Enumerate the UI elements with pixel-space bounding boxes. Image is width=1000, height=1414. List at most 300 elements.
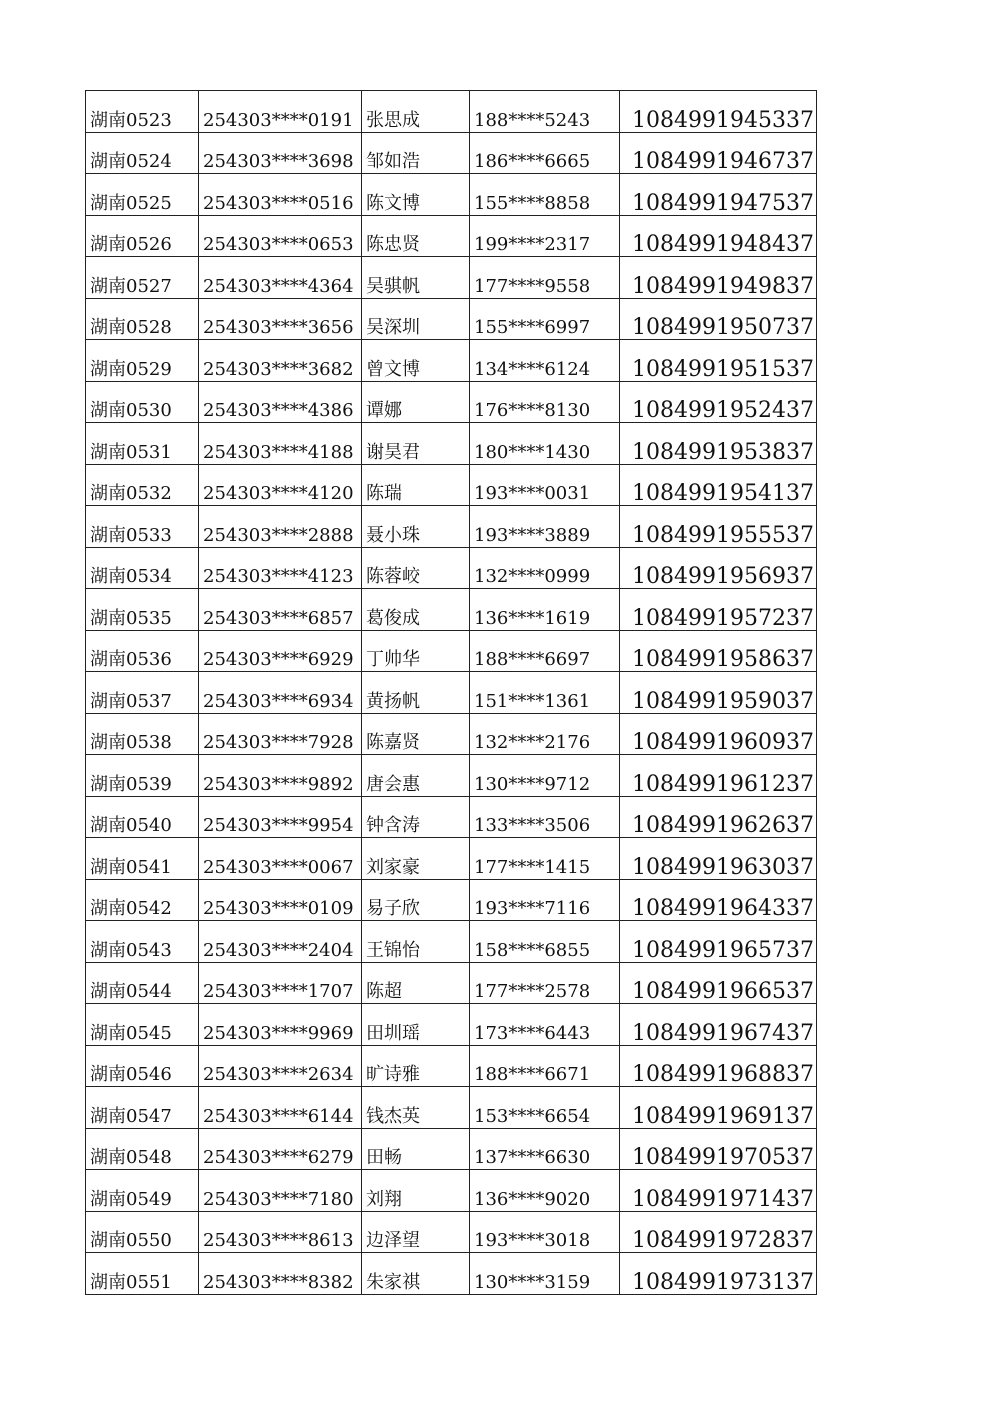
table-row <box>86 547 817 589</box>
id-number-cell <box>199 174 362 216</box>
phone-cell <box>470 257 620 299</box>
tracking-number-text: 1084991945337 <box>632 107 814 132</box>
region-code-cell <box>86 506 199 548</box>
phone-text: 158****6855 <box>474 939 591 961</box>
region-code-cell <box>86 423 199 465</box>
id-number-text: 254303****6929 <box>203 649 354 670</box>
region-code-cell <box>86 755 199 797</box>
tracking-number-text: 1084991971437 <box>632 1186 814 1211</box>
region-code-text: 湖南0537 <box>90 690 172 712</box>
id-number-text: 254303****3656 <box>203 317 354 338</box>
region-code-cell <box>86 132 199 174</box>
name-text: 黄扬帆 <box>366 690 420 712</box>
phone-text: 151****1361 <box>474 690 591 712</box>
tracking-number-text: 1084991950737 <box>632 315 814 340</box>
region-code-text: 湖南0549 <box>90 1188 172 1210</box>
tracking-number-text: 1084991954137 <box>632 481 814 506</box>
tracking-number-text: 1084991961237 <box>632 771 814 796</box>
tracking-number-cell <box>620 589 817 631</box>
tracking-number-text: 1084991952437 <box>632 398 814 423</box>
region-code-text: 湖南0547 <box>90 1105 172 1127</box>
phone-text: 136****9020 <box>474 1188 591 1210</box>
region-code-cell <box>86 1211 199 1253</box>
id-number-text: 254303****9969 <box>203 1022 354 1044</box>
id-number-cell <box>199 1211 362 1253</box>
name-text: 旷诗雅 <box>366 1064 420 1085</box>
id-number-cell <box>199 340 362 382</box>
phone-cell <box>470 464 620 506</box>
id-number-cell <box>199 755 362 797</box>
region-code-cell <box>86 713 199 755</box>
name-text: 陈超 <box>366 981 402 1002</box>
tracking-number-text: 1084991964337 <box>632 896 814 921</box>
region-code-text: 湖南0532 <box>90 483 172 504</box>
id-number-cell <box>199 381 362 423</box>
region-code-cell <box>86 589 199 631</box>
id-number-cell <box>199 1170 362 1212</box>
id-number-cell <box>199 1087 362 1129</box>
region-code-text: 湖南0530 <box>90 400 172 421</box>
table-row <box>86 755 817 797</box>
name-text: 田畅 <box>366 1147 402 1168</box>
tracking-number-cell <box>620 423 817 465</box>
name-text: 边泽望 <box>366 1230 420 1251</box>
region-code-text: 湖南0551 <box>90 1271 172 1293</box>
tracking-number-cell <box>620 630 817 672</box>
id-number-cell <box>199 423 362 465</box>
table-row <box>86 257 817 299</box>
id-number-text: 254303****3698 <box>203 151 354 172</box>
phone-cell <box>470 1004 620 1046</box>
tracking-number-text: 1084991970537 <box>632 1145 814 1170</box>
id-number-cell <box>199 257 362 299</box>
id-number-cell <box>199 1004 362 1046</box>
name-cell <box>362 257 470 299</box>
id-number-text: 254303****0653 <box>203 234 354 255</box>
tracking-number-text: 1084991965737 <box>632 937 814 962</box>
table-row <box>86 589 817 631</box>
id-number-cell <box>199 91 362 133</box>
region-code-text: 湖南0533 <box>90 524 172 546</box>
phone-cell <box>470 298 620 340</box>
id-number-text: 254303****9954 <box>203 815 354 836</box>
table-row <box>86 1087 817 1129</box>
phone-cell <box>470 423 620 465</box>
phone-text: 155****6997 <box>474 317 591 338</box>
region-code-cell <box>86 1128 199 1170</box>
id-number-cell <box>199 962 362 1004</box>
tracking-number-text: 1084991968837 <box>632 1062 814 1087</box>
name-text: 刘翔 <box>366 1188 402 1210</box>
region-code-text: 湖南0543 <box>90 939 172 961</box>
region-code-cell <box>86 796 199 838</box>
phone-text: 188****6671 <box>474 1064 591 1085</box>
phone-text: 132****2176 <box>474 732 591 753</box>
tracking-number-cell <box>620 174 817 216</box>
phone-cell <box>470 132 620 174</box>
region-code-text: 湖南0524 <box>90 151 172 172</box>
phone-text: 193****3018 <box>474 1230 591 1251</box>
name-text: 唐会惠 <box>366 773 420 795</box>
phone-cell <box>470 589 620 631</box>
table-row <box>86 672 817 714</box>
id-number-cell <box>199 796 362 838</box>
table-row <box>86 506 817 548</box>
tracking-number-cell <box>620 340 817 382</box>
id-number-cell <box>199 630 362 672</box>
region-code-text: 湖南0527 <box>90 275 172 297</box>
tracking-number-cell <box>620 547 817 589</box>
region-code-cell <box>86 91 199 133</box>
region-code-text: 湖南0529 <box>90 358 172 380</box>
id-number-cell <box>199 1253 362 1295</box>
region-code-cell <box>86 381 199 423</box>
id-number-cell <box>199 879 362 921</box>
name-text: 张思成 <box>366 109 420 131</box>
id-number-text: 254303****7180 <box>203 1188 354 1210</box>
id-number-cell <box>199 464 362 506</box>
name-cell <box>362 1045 470 1087</box>
region-code-cell <box>86 340 199 382</box>
region-code-cell <box>86 1087 199 1129</box>
name-cell <box>362 298 470 340</box>
region-code-cell <box>86 464 199 506</box>
table-row <box>86 1004 817 1046</box>
phone-text: 130****9712 <box>474 773 591 795</box>
id-number-cell <box>199 547 362 589</box>
region-code-text: 湖南0525 <box>90 192 172 214</box>
name-text: 邹如浩 <box>366 151 420 172</box>
name-cell <box>362 464 470 506</box>
region-code-text: 湖南0541 <box>90 856 172 878</box>
name-text: 陈瑞 <box>366 483 402 504</box>
region-code-text: 湖南0546 <box>90 1064 172 1085</box>
id-number-text: 254303****1707 <box>203 981 354 1002</box>
tracking-number-cell <box>620 1211 817 1253</box>
phone-text: 130****3159 <box>474 1271 591 1293</box>
phone-text: 136****1619 <box>474 607 591 629</box>
region-code-text: 湖南0538 <box>90 732 172 753</box>
name-cell <box>362 1128 470 1170</box>
phone-cell <box>470 713 620 755</box>
id-number-cell <box>199 1045 362 1087</box>
name-cell <box>362 755 470 797</box>
phone-text: 176****8130 <box>474 400 591 421</box>
phone-cell <box>470 215 620 257</box>
phone-cell <box>470 1170 620 1212</box>
region-code-cell <box>86 921 199 963</box>
tracking-number-text: 1084991948437 <box>632 232 814 257</box>
region-code-cell <box>86 257 199 299</box>
region-code-text: 湖南0531 <box>90 441 172 463</box>
phone-text: 193****7116 <box>474 898 591 919</box>
tracking-number-cell <box>620 713 817 755</box>
name-text: 陈文博 <box>366 192 420 214</box>
tracking-number-text: 1084991960937 <box>632 730 814 755</box>
tracking-number-cell <box>620 464 817 506</box>
region-code-cell <box>86 1004 199 1046</box>
tracking-number-text: 1084991963037 <box>632 854 814 879</box>
id-number-cell <box>199 298 362 340</box>
id-number-cell <box>199 672 362 714</box>
table-body <box>86 91 817 1295</box>
id-number-text: 254303****8613 <box>203 1230 354 1251</box>
region-code-cell <box>86 962 199 1004</box>
name-cell <box>362 423 470 465</box>
phone-text: 199****2317 <box>474 234 591 255</box>
tracking-number-text: 1084991947537 <box>632 190 814 215</box>
tracking-number-text: 1084991973137 <box>632 1269 814 1294</box>
region-code-text: 湖南0548 <box>90 1147 172 1168</box>
id-number-text: 254303****2404 <box>203 939 354 961</box>
name-text: 吴骐帆 <box>366 275 420 297</box>
table-row <box>86 464 817 506</box>
name-cell <box>362 838 470 880</box>
name-text: 田圳瑶 <box>366 1022 420 1044</box>
name-cell <box>362 713 470 755</box>
phone-cell <box>470 174 620 216</box>
data-table <box>85 90 817 1295</box>
phone-cell <box>470 921 620 963</box>
phone-cell <box>470 755 620 797</box>
name-cell <box>362 215 470 257</box>
name-cell <box>362 506 470 548</box>
id-number-text: 254303****4386 <box>203 400 354 421</box>
name-cell <box>362 879 470 921</box>
region-code-text: 湖南0535 <box>90 607 172 629</box>
phone-cell <box>470 91 620 133</box>
table-row <box>86 1045 817 1087</box>
tracking-number-cell <box>620 257 817 299</box>
tracking-number-cell <box>620 796 817 838</box>
region-code-text: 湖南0536 <box>90 649 172 670</box>
tracking-number-cell <box>620 132 817 174</box>
phone-text: 173****6443 <box>474 1022 591 1044</box>
id-number-text: 254303****2888 <box>203 524 354 546</box>
id-number-cell <box>199 589 362 631</box>
name-text: 陈蓉峧 <box>366 566 420 587</box>
id-number-text: 254303****9892 <box>203 773 354 795</box>
tracking-number-text: 1084991967437 <box>632 1020 814 1045</box>
tracking-number-text: 1084991962637 <box>632 813 814 838</box>
tracking-number-cell <box>620 298 817 340</box>
name-text: 陈忠贤 <box>366 234 420 255</box>
phone-cell <box>470 1253 620 1295</box>
region-code-cell <box>86 1170 199 1212</box>
id-number-text: 254303****3682 <box>203 358 354 380</box>
name-text: 聂小珠 <box>366 524 420 546</box>
tracking-number-text: 1084991956937 <box>632 564 814 589</box>
name-text: 谢昊君 <box>366 441 420 463</box>
phone-text: 177****2578 <box>474 981 591 1002</box>
id-number-text: 254303****0109 <box>203 898 354 919</box>
table-row <box>86 879 817 921</box>
name-text: 曾文博 <box>366 358 420 380</box>
region-code-cell <box>86 879 199 921</box>
tracking-number-cell <box>620 1170 817 1212</box>
name-cell <box>362 340 470 382</box>
table-row <box>86 1211 817 1253</box>
tracking-number-text: 1084991966537 <box>632 979 814 1004</box>
name-cell <box>362 381 470 423</box>
region-code-text: 湖南0542 <box>90 898 172 919</box>
tracking-number-cell <box>620 506 817 548</box>
name-text: 陈嘉贤 <box>366 732 420 753</box>
region-code-text: 湖南0523 <box>90 109 172 131</box>
id-number-cell <box>199 713 362 755</box>
tracking-number-text: 1084991949837 <box>632 273 814 298</box>
region-code-text: 湖南0545 <box>90 1022 172 1044</box>
id-number-text: 254303****0516 <box>203 192 354 214</box>
tracking-number-cell <box>620 755 817 797</box>
name-cell <box>362 1211 470 1253</box>
table-row <box>86 91 817 133</box>
table-row <box>86 423 817 465</box>
phone-cell <box>470 1045 620 1087</box>
region-code-cell <box>86 1045 199 1087</box>
phone-text: 188****6697 <box>474 649 591 670</box>
phone-text: 186****6665 <box>474 151 591 172</box>
id-number-text: 254303****6279 <box>203 1147 354 1168</box>
tracking-number-text: 1084991958637 <box>632 647 814 672</box>
id-number-cell <box>199 921 362 963</box>
name-cell <box>362 547 470 589</box>
name-cell <box>362 91 470 133</box>
table-row <box>86 921 817 963</box>
tracking-number-text: 1084991946737 <box>632 149 814 174</box>
phone-cell <box>470 506 620 548</box>
tracking-number-cell <box>620 921 817 963</box>
phone-cell <box>470 796 620 838</box>
tracking-number-text: 1084991959037 <box>632 688 814 713</box>
id-number-text: 254303****0191 <box>203 109 354 131</box>
tracking-number-cell <box>620 1087 817 1129</box>
region-code-cell <box>86 630 199 672</box>
name-cell <box>362 630 470 672</box>
phone-cell <box>470 672 620 714</box>
name-cell <box>362 1253 470 1295</box>
id-number-text: 254303****2634 <box>203 1064 354 1085</box>
name-text: 葛俊成 <box>366 607 420 629</box>
table-row <box>86 1128 817 1170</box>
name-text: 刘家豪 <box>366 856 420 878</box>
tracking-number-cell <box>620 1128 817 1170</box>
name-cell <box>362 921 470 963</box>
region-code-cell <box>86 547 199 589</box>
id-number-text: 254303****7928 <box>203 732 354 753</box>
table-row <box>86 174 817 216</box>
name-text: 钟含涛 <box>366 815 420 836</box>
phone-cell <box>470 381 620 423</box>
phone-text: 177****1415 <box>474 856 591 878</box>
phone-text: 193****0031 <box>474 483 591 504</box>
name-cell <box>362 589 470 631</box>
id-number-text: 254303****0067 <box>203 856 354 878</box>
name-text: 谭娜 <box>366 400 402 421</box>
id-number-text: 254303****4188 <box>203 441 354 463</box>
region-code-text: 湖南0540 <box>90 815 172 836</box>
phone-text: 180****1430 <box>474 441 591 463</box>
table-row <box>86 838 817 880</box>
phone-text: 153****6654 <box>474 1105 591 1127</box>
table-row <box>86 713 817 755</box>
phone-cell <box>470 1128 620 1170</box>
tracking-number-cell <box>620 838 817 880</box>
table-row <box>86 381 817 423</box>
phone-cell <box>470 838 620 880</box>
tracking-number-cell <box>620 672 817 714</box>
region-code-text: 湖南0526 <box>90 234 172 255</box>
tracking-number-text: 1084991972837 <box>632 1228 814 1253</box>
table-row <box>86 962 817 1004</box>
phone-text: 133****3506 <box>474 815 591 836</box>
name-cell <box>362 132 470 174</box>
id-number-text: 254303****6857 <box>203 607 354 629</box>
phone-text: 193****3889 <box>474 524 591 546</box>
id-number-cell <box>199 215 362 257</box>
tracking-number-text: 1084991953837 <box>632 439 814 464</box>
name-cell <box>362 672 470 714</box>
phone-text: 155****8858 <box>474 192 591 214</box>
phone-cell <box>470 1211 620 1253</box>
table-row <box>86 1170 817 1212</box>
region-code-cell <box>86 298 199 340</box>
table-row <box>86 298 817 340</box>
region-code-cell <box>86 174 199 216</box>
tracking-number-cell <box>620 91 817 133</box>
tracking-number-text: 1084991969137 <box>632 1103 814 1128</box>
tracking-number-text: 1084991957237 <box>632 605 814 630</box>
id-number-text: 254303****8382 <box>203 1271 354 1293</box>
phone-text: 132****0999 <box>474 566 591 587</box>
name-cell <box>362 1087 470 1129</box>
id-number-text: 254303****4123 <box>203 566 354 587</box>
phone-cell <box>470 962 620 1004</box>
name-cell <box>362 796 470 838</box>
name-text: 易子欣 <box>366 898 420 919</box>
name-cell <box>362 1004 470 1046</box>
id-number-text: 254303****6144 <box>203 1105 354 1127</box>
id-number-cell <box>199 838 362 880</box>
id-number-text: 254303****6934 <box>203 690 354 712</box>
name-text: 丁帅华 <box>366 649 420 670</box>
id-number-text: 254303****4364 <box>203 275 354 297</box>
region-code-cell <box>86 215 199 257</box>
tracking-number-cell <box>620 1253 817 1295</box>
name-text: 王锦怡 <box>366 939 420 961</box>
tracking-number-cell <box>620 1004 817 1046</box>
name-cell <box>362 174 470 216</box>
tracking-number-cell <box>620 215 817 257</box>
phone-text: 177****9558 <box>474 275 591 297</box>
name-text: 朱家祺 <box>366 1271 420 1293</box>
table-row <box>86 132 817 174</box>
name-text: 吴深圳 <box>366 317 420 338</box>
phone-text: 188****5243 <box>474 109 591 131</box>
tracking-number-cell <box>620 879 817 921</box>
tracking-number-cell <box>620 381 817 423</box>
phone-text: 134****6124 <box>474 358 591 380</box>
id-number-cell <box>199 1128 362 1170</box>
region-code-cell <box>86 672 199 714</box>
phone-cell <box>470 340 620 382</box>
name-text: 钱杰英 <box>366 1105 420 1127</box>
phone-cell <box>470 879 620 921</box>
region-code-text: 湖南0550 <box>90 1230 172 1251</box>
phone-cell <box>470 630 620 672</box>
id-number-cell <box>199 132 362 174</box>
phone-text: 137****6630 <box>474 1147 591 1168</box>
